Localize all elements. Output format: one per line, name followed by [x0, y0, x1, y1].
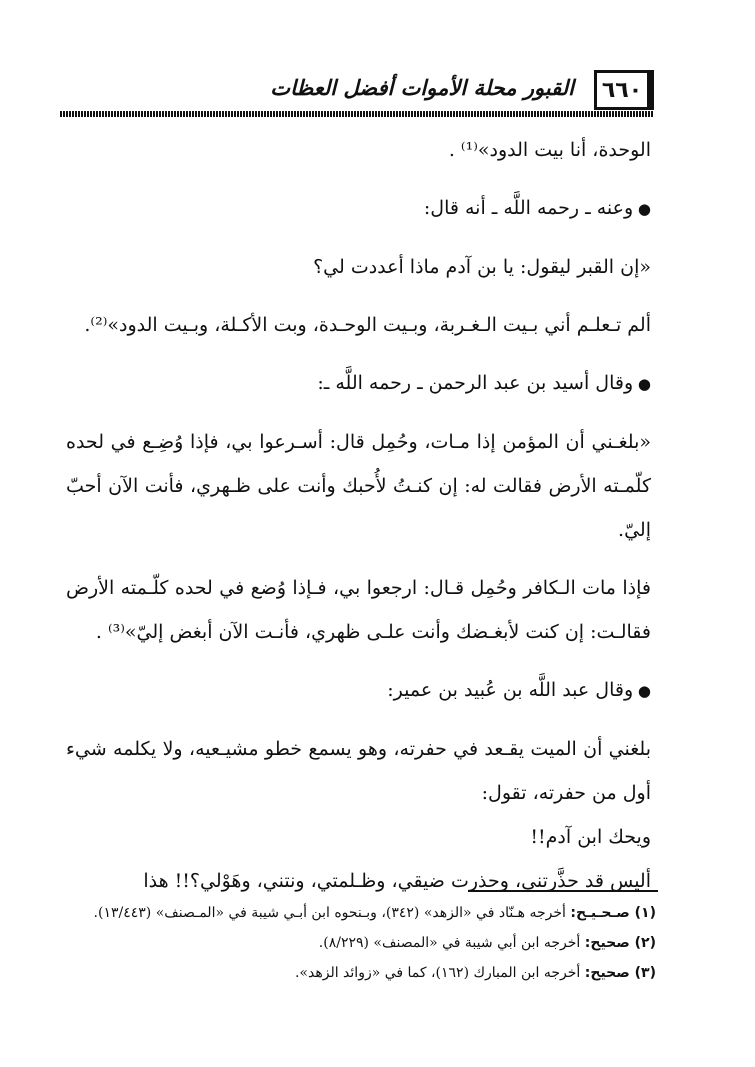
footnote-text: أخرجه ابن المبارك (١٦٢)، كما في «زوائد الزهد».: [294, 965, 581, 981]
footnote-label: (١) صـحـيـح:: [570, 905, 656, 921]
main-text: [66, 128, 651, 903]
paragraph: فإذا مات الـكافر وحُمِل قـال: ارجعوا بي، فـإذا وُضع في لحده كلّـمته الأرض فقالـت: إن كنت لأبغـضك وأنت علـى ظهري، فأنـت الآن أبغض إليّ»⁽³⁾ .: [66, 577, 651, 643]
paragraph: ألم تـعلـم أني بـيت الـغـربة، وبـيت الوحـدة، وبت الأكـلة، وبـيت الدود»⁽²⁾.: [84, 314, 651, 336]
paragraph: «بلغـني أن المؤمن إذا مـات، وحُمِل قال: أسـرعوا بي، فإذا وُضِـع في لحده كلّمـته الأرض فقالت له: إن كنـتُ لأُحبك وأنت على ظـهري، فأنت الآن أحبّ إليّ.: [66, 431, 651, 541]
footnotes: [66, 900, 656, 990]
footnote-rule: [468, 890, 658, 892]
paragraph: أليس قد حذَّرتني، وحذرت ضيقي، وظـلمتي، ونتني، وهَوْلي؟!! هذا: [143, 870, 651, 892]
footnote-text: أخرجه هـنّاد في «الزهد» (٣٤٢)، وبـنحوه ابن أبـي شيبة في «المـصنف» (١٣/٤٤٣).: [93, 905, 566, 921]
page-number-text: ٦٦٠: [601, 77, 643, 103]
footnote: [66, 960, 656, 986]
footnote-text: أخرجه ابن أبي شيبة في «المصنف» (٨/٢٢٩).: [318, 935, 581, 951]
bullet-paragraph: ● وقال أسيد بن عبد الرحمن ـ رحمه اللَّه ـ:: [66, 361, 651, 406]
page-number: [594, 70, 654, 110]
paragraph: ويحك ابن آدم!!: [530, 826, 651, 848]
header-rule: [60, 111, 654, 117]
paragraph: الوحدة، أنا بيت الدود»⁽¹⁾ .: [448, 139, 651, 161]
footnote-label: (٣) صحيح:: [584, 965, 656, 981]
paragraph: «إن القبر ليقول: يا بن آدم ماذا أعددت لي؟: [313, 256, 651, 278]
footnote: [66, 900, 656, 926]
paragraph: بلغني أن الميت يقـعد في حفرته، وهو يسمع خطو مشيـعيه، ولا يكلمه شيء أول من حفرته، تقول:: [66, 738, 651, 804]
footnote: [66, 930, 656, 956]
footnote-label: (٢) صحيح:: [584, 935, 656, 951]
bullet-paragraph: ● وقال عبد اللَّه بن عُبيد بن عمير:: [66, 668, 651, 713]
page-header: [60, 70, 654, 118]
bullet-paragraph: ● وعنه ـ رحمه اللَّه ـ أنه قال:: [66, 186, 651, 231]
running-title: القبور محلة الأموات أفضل العظات: [270, 76, 574, 100]
